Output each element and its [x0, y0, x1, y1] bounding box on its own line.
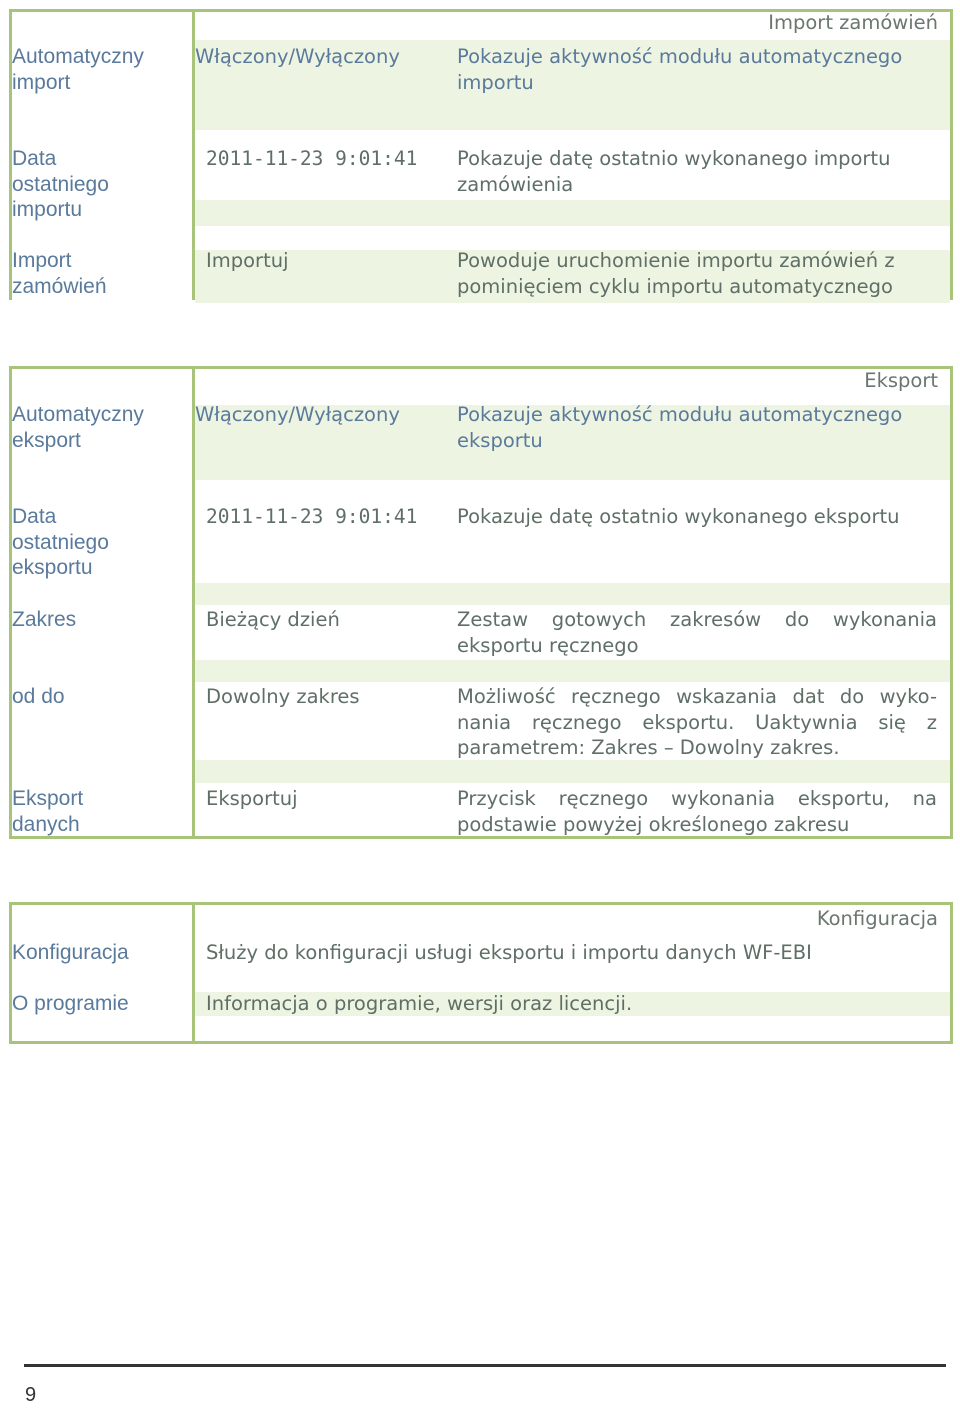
export-last-date-desc: Pokazuje datę ostatnio wykonanego eksportu — [457, 505, 900, 528]
import-auto-desc: Pokazuje aktywność modułu automatycznego importu — [457, 45, 903, 94]
export-auto-desc: Pokazuje aktywność modułu automatycznego eksportu — [457, 403, 903, 452]
export-section-header: Eksport — [864, 369, 938, 392]
import-orders-desc: Powoduje uruchomienie importu zamówień z pominięciem cyklu importu automatycznego — [457, 249, 895, 298]
export-custom-range-desc: Możliwość ręcznego wskazania dat do wyko-nania ręcznego eksportu. Uaktywnia się z parametrem: Zakres – Dowolny zakres. — [457, 685, 937, 759]
import-orders-button[interactable]: Importuj — [206, 249, 289, 272]
export-range-select[interactable]: Bieżący dzień — [206, 608, 340, 631]
import-auto-label: Automatyczny import — [12, 45, 144, 94]
export-range-desc: Zestaw gotowych zakresów do wykonania eksportu ręcznego — [457, 608, 937, 657]
import-orders-label: Import zamówień — [12, 249, 107, 298]
footer-rule — [24, 1364, 946, 1367]
import-last-date-value: 2011-11-23 9:01:41 — [206, 147, 418, 170]
export-auto-value: Włączony/Wyłączony — [195, 403, 400, 426]
import-auto-value: Włączony/Wyłączony — [195, 45, 400, 68]
config-desc: Służy do konfiguracji usługi eksportu i importu danych WF-EBI — [206, 941, 812, 964]
config-section — [9, 902, 953, 1044]
about-label[interactable]: O programie — [12, 992, 129, 1015]
export-from-to-label: od do — [12, 685, 65, 708]
page-number: 9 — [25, 1384, 37, 1406]
about-desc: Informacja o programie, wersji oraz licencji. — [206, 992, 633, 1015]
export-last-date-value: 2011-11-23 9:01:41 — [206, 505, 418, 528]
import-last-date-label: Data ostatniego importu — [12, 147, 109, 221]
export-last-date-label: Data ostatniego eksportu — [12, 505, 109, 579]
export-button[interactable]: Eksportuj — [206, 787, 298, 810]
export-data-label: Eksport danych — [12, 787, 84, 836]
export-custom-range-value[interactable]: Dowolny zakres — [206, 685, 360, 708]
export-auto-label: Automatyczny eksport — [12, 403, 144, 452]
import-last-date-desc: Pokazuje datę ostatnio wykonanego importu zamówienia — [457, 147, 891, 196]
export-range-label: Zakres — [12, 608, 77, 631]
import-section-header: Import zamówień — [768, 11, 938, 34]
export-button-desc: Przycisk ręcznego wykonania eksportu, na podstawie powyżej określonego zakresu — [457, 787, 937, 836]
config-label[interactable]: Konfiguracja — [12, 941, 129, 964]
config-section-header: Konfiguracja — [816, 907, 938, 930]
